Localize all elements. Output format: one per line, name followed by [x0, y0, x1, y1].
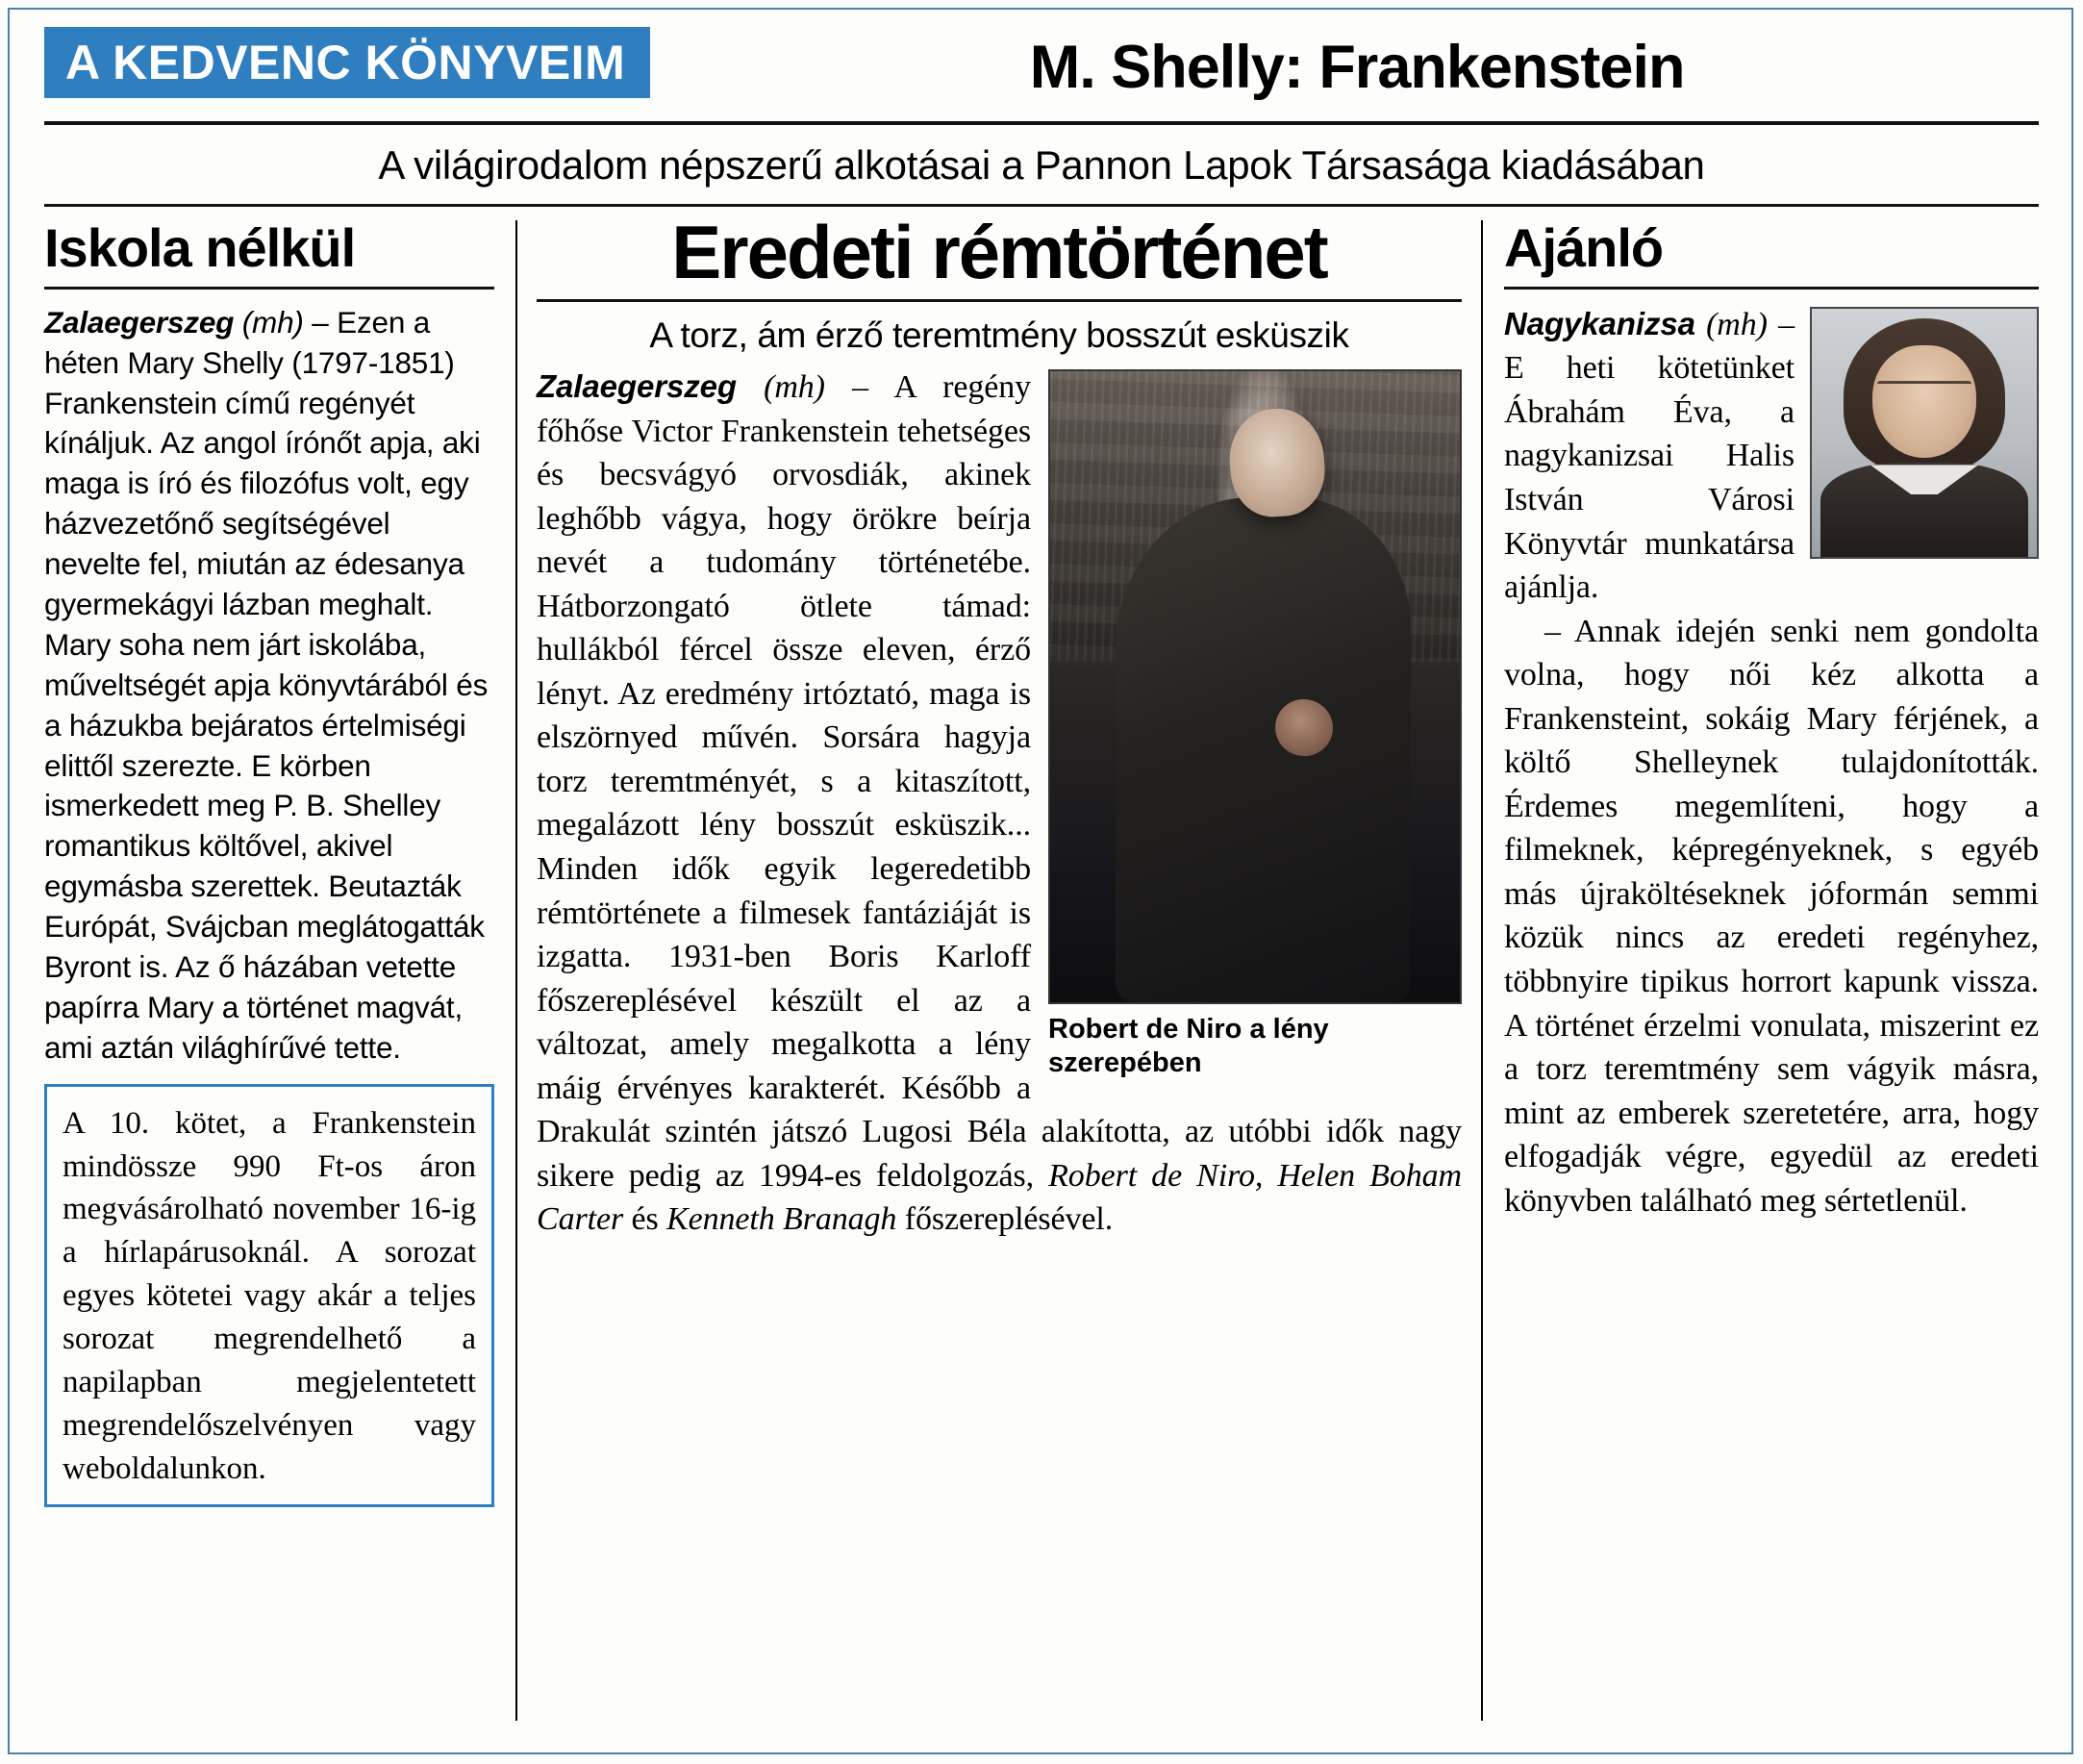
middle-headline: Eredeti rémtörténet — [671, 210, 1327, 294]
middle-figure — [1048, 369, 1462, 1080]
middle-subdeck: A torz, ám érző teremtmény bosszút esküszik — [649, 315, 1349, 355]
right-body-text: – Annak idején senki nem gondolta volna, hogy női kéz alkotta a Frankensteint, sokáig Mary férjének, a költő Shelleynek tulajdonították. Érdemes megemlíteni, hogy a filmeknek, képregényeknek, s egyéb más újraköltéseknek jóformán semmi közük nincs az eredeti regényhez, többnyire tipikus horrort kapunk vissza. A történet érzelmi vonulata, miszerint ez a torz teremtmény sem vágyik másra, mint az emberek szeretetére, arra, hogy elfogadják végre, egyedül az eredeti könyvben található meg sértetlenül. — [1504, 613, 2039, 1219]
left-headline: Iskola nélkül — [44, 217, 356, 278]
left-body-text: – Ezen a héten Mary Shelly (1797-1851) Frankenstein című regényét kínáljuk. Az angol írónőt apja, aki maga is író és filozófus volt, egy házvezetőnő segítségével nevelte fel, miután az édesanya gyermekágyi lázban meghalt. Mary soha nem járt iskolába, műveltségét apja könyvtárából és a házukba bejáratos értelmiségi elittől szerezte. E körben ismerkedett meg P. B. Shelley romantikus költővel, akivel egymásba szerettek. Beutazták Európát, Svájcban meglátogatták Byront is. Az ő házában vetette papírra Mary a történet magvát, ami aztán világhírűvé tette. — [44, 304, 489, 1065]
left-article-body — [44, 303, 494, 1069]
middle-body-part2: máig érvényes karakterét. Később a Drakulát szintén játszó Lugosi Béla alakította, az utóbbi idők nagy sikere pedig az 1994-es feldolgozás, — [537, 1070, 1462, 1194]
page-title: M. Shelly: Frankenstein — [1029, 34, 1685, 101]
middle-dateline: Zalaegerszeg — [537, 368, 737, 404]
right-dateline-mh: (mh) — [1706, 306, 1768, 342]
right-article-body — [1504, 303, 2039, 1222]
middle-body-italic1: Robert de Niro, Helen Boham Carter — [537, 1157, 1462, 1238]
masthead — [44, 27, 2039, 115]
masthead-deck: A világirodalom népszerű alkotásai a Pannon Lapok Társasága kiadásában — [378, 142, 1705, 188]
section-kicker: A KEDVENC KÖNYVEIM — [44, 27, 650, 98]
photo-caption: Robert de Niro a lény szerepében — [1048, 1014, 1329, 1078]
photo-figure-body — [1116, 497, 1411, 1002]
left-headline-rule — [44, 287, 494, 290]
left-dateline-mh: (mh) — [241, 304, 304, 340]
left-dateline: Zalaegerszeg — [44, 304, 235, 340]
right-intro-text: – E heti kötetünket Ábrahám Éva, a nagykanizsai Halis István Városi Könyvtár munkatársa ajánlja. — [1504, 306, 1794, 606]
rule-under-masthead — [44, 121, 2039, 125]
abraham-eva-portrait — [1810, 307, 2039, 559]
frankenstein-creature-photo — [1048, 369, 1462, 1004]
middle-body-part1: – A regény főhőse Victor Frankenstein tehetséges és becsvágyó orvosdiák, akinek leghőbb vágya, hogy örökre beírja nevét a tudomány történetébe. Hátborzongató ötlete támad: hullákból fércel össze eleven, érző lényt. Az eredmény irtóztató, maga is elszörnyed művén. Sorsára hagyja torz teremtményét, s a kitaszított, megalázott lény bosszút esküszik... Minden idők egyik legeredetibb rémtörténete a filmesek fantáziáját is izgatta. 1931-ben Boris Karloff főszereplésével készült el az a változat, amely megalkotta a lény — [537, 369, 1032, 1063]
right-headline-rule — [1504, 287, 2039, 290]
right-dateline: Nagykanizsa — [1504, 305, 1695, 341]
column-right — [1483, 217, 2039, 1721]
promo-box — [44, 1084, 494, 1507]
middle-headline-rule — [537, 299, 1462, 302]
promo-text: A 10. kötet, a Frankenstein mindössze 990 Ft-os áron megvásárolható november 16-ig a hírlapárusoknál. A sorozat egyes kötetei vagy akár a teljes sorozat megrendelhető a napilapban megjelentetett megrendelőszelvényen vagy weboldalunkon. — [63, 1105, 476, 1486]
glasses-icon — [1877, 381, 1971, 404]
article-columns — [44, 210, 2039, 1721]
middle-body-part3: és — [623, 1201, 667, 1238]
middle-body-part4: főszereplésével. — [896, 1201, 1114, 1238]
right-headline: Ajánló — [1504, 217, 1664, 278]
column-middle — [515, 210, 1483, 1721]
column-left — [44, 217, 515, 1721]
middle-dateline-mh: (mh) — [764, 369, 825, 405]
rule-under-deck — [44, 204, 2039, 207]
middle-body-italic2: Kenneth Branagh — [666, 1201, 897, 1238]
